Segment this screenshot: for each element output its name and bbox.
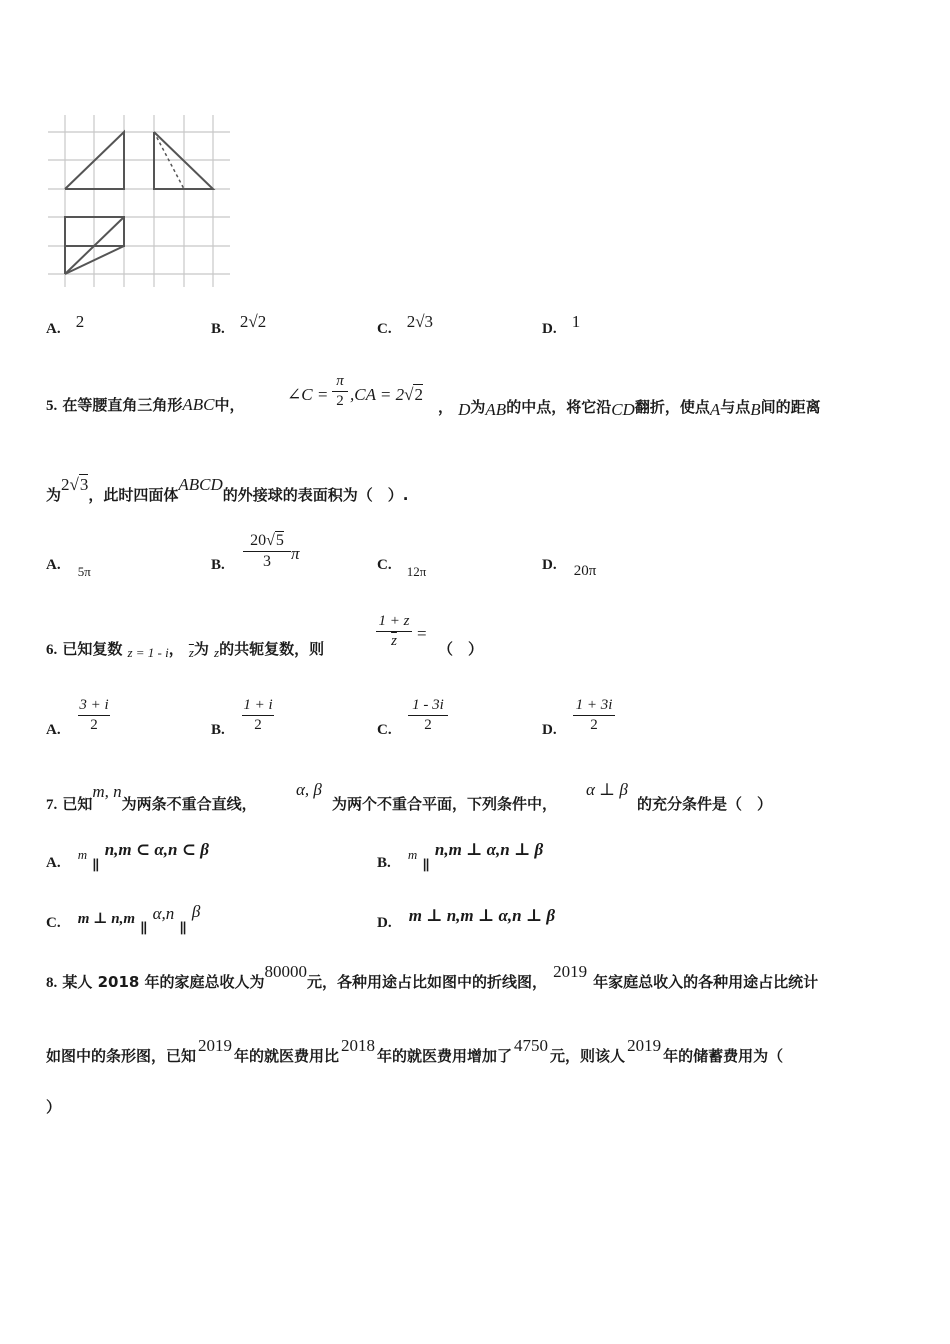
option-tail: π [291, 544, 300, 563]
parallel-symbol: ∥ [92, 859, 100, 874]
question-number: 6. [46, 642, 58, 658]
question-text: 年家庭总收入的各种用途占比统计 [593, 973, 819, 991]
option-value: 5π [77, 564, 91, 579]
option-value: 12π [406, 564, 427, 579]
question-text: 已知复数 [62, 640, 123, 658]
option-label: C. [377, 557, 392, 573]
num-coef: 20 [250, 532, 267, 549]
question-text: 为 [193, 640, 209, 658]
option-label: A. [46, 557, 61, 573]
option-value: 2√3 [406, 312, 434, 331]
math-d: D [458, 400, 471, 419]
value-income: 80000 [264, 962, 308, 981]
q6-option-c-fraction [408, 697, 448, 734]
option-label: A. [46, 855, 61, 871]
math-alpha-n: α,n [152, 904, 175, 923]
q6-option-b[interactable]: B. [211, 722, 225, 738]
math-b: B [750, 400, 761, 419]
math-equals: = [417, 624, 427, 643]
math-cd: CD [611, 400, 635, 419]
q7-option-c[interactable] [46, 902, 201, 937]
question-5-line-1 [46, 394, 244, 415]
q6-option-a-fraction [78, 697, 110, 734]
value-year: 2019 [553, 962, 588, 981]
q5-option-b[interactable] [211, 554, 225, 574]
option-value: 2 [75, 312, 85, 331]
question-text: 的外接球的表面积为（ ）. [222, 486, 409, 504]
fraction-bar [408, 715, 448, 716]
question-text: 的充分条件是（ ） [637, 795, 773, 813]
math-beta: β [191, 902, 201, 921]
math-ca: ,CA = 2√2 [350, 385, 423, 404]
question-8-line-1 [46, 962, 819, 992]
question-text: ， [438, 398, 454, 416]
math-abc: ABC [182, 395, 215, 414]
value-increase: 4750 [514, 1036, 549, 1055]
option-label: B. [211, 557, 225, 573]
radicand: 2 [414, 385, 423, 404]
math-z-eq: z = 1 - i [127, 645, 169, 660]
q7-option-d[interactable] [377, 906, 556, 932]
question-text: 元，则该人 [550, 1047, 626, 1065]
denominator: 2 [336, 393, 344, 409]
value-year: 2019 [627, 1036, 662, 1055]
question-text: 为两条不重合直线， [121, 795, 257, 813]
denominator: 3 [263, 553, 271, 570]
question-7 [46, 782, 257, 814]
parallel-symbol: ∥ [179, 922, 187, 937]
option-label: A. [46, 321, 61, 337]
question-text: 与点 [720, 398, 751, 416]
fraction-bar [78, 715, 110, 716]
question-text: 某人 2018 年的家庭总收人为 [62, 973, 265, 991]
math-a: A [709, 400, 721, 419]
question-5-line-2: 为2√3，此时四面体ABCD的外接球的表面积为（ ）. [46, 475, 409, 504]
parallel-symbol: ∥ [422, 859, 430, 874]
q6-option-c[interactable]: C. [377, 722, 392, 738]
fraction-bar [242, 715, 274, 716]
fraction-bar [243, 551, 291, 552]
q4-option-a[interactable] [46, 312, 85, 338]
math-condition: m ⊥ n,m [77, 911, 136, 927]
value-year: 2018 [341, 1036, 376, 1055]
q6-option-b-fraction [242, 697, 274, 734]
q7-option-b[interactable] [377, 840, 544, 874]
question-8-line-2 [46, 1036, 784, 1066]
option-value: 2√2 [239, 312, 267, 331]
denominator: 2 [254, 717, 262, 733]
math-abcd: ABCD [178, 475, 223, 494]
q4-option-d[interactable] [542, 312, 581, 338]
math-m: m [77, 847, 88, 862]
option-label: D. [377, 915, 392, 931]
math-alpha-perp-beta: α ⊥ β [586, 780, 628, 799]
question-text: 在等腰直角三角形 [62, 396, 183, 414]
denominator: 2 [424, 717, 432, 733]
question-text: 为两个不重合平面，下列条件中， [332, 795, 558, 813]
question-text: （ ） [438, 640, 484, 658]
option-label: C. [46, 915, 61, 931]
question-text: 年的储蓄费用为（ [663, 1047, 784, 1065]
numerator: 1 + z [378, 613, 410, 629]
math-m: m [407, 847, 418, 862]
option-value: 1 [571, 312, 581, 331]
math-ab: AB [485, 400, 507, 419]
question-text: 年的就医费用比 [234, 1047, 340, 1065]
question-text: 如图中的条形图，已知 [46, 1047, 197, 1065]
question-text: 的中点，将它沿 [506, 398, 612, 416]
question-text: 为 [46, 486, 62, 504]
option-label: B. [211, 321, 225, 337]
numerator: 20√5 [250, 532, 284, 549]
math-condition: m ⊥ n,m ⊥ α,n ⊥ β [408, 906, 556, 925]
math-alpha-beta: α, β [296, 780, 322, 799]
math-condition: n,m ⊂ α,n ⊂ β [104, 840, 209, 859]
question-text: 已知 [62, 795, 93, 813]
parallel-symbol: ∥ [140, 922, 148, 937]
math-condition: n,m ⊥ α,n ⊥ β [434, 840, 544, 859]
math-zbar: $\overline{z}$ [188, 645, 194, 660]
question-text: 中， [214, 396, 245, 414]
math-coef: 2 [61, 475, 70, 494]
fraction-bar [573, 715, 615, 716]
numerator: 1 - 3i [412, 697, 444, 713]
numerator: 1 + 3i [575, 697, 613, 713]
question-number: 5. [46, 398, 58, 414]
numerator: π [336, 373, 344, 389]
q7-option-a[interactable] [46, 840, 209, 874]
option-label: D. [542, 557, 557, 573]
q6-option-d[interactable]: D. [542, 722, 557, 738]
question-text: 年的就医费用增加了 [377, 1047, 513, 1065]
question-number: 7. [46, 797, 58, 813]
q4-option-c[interactable] [377, 312, 434, 338]
option-value: 20π [573, 563, 597, 579]
q5-option-b-fraction [243, 532, 291, 571]
question-5-line-1b [438, 396, 821, 417]
question-text: 元，各种用途占比如图中的折线图， [307, 973, 548, 991]
q6-fraction [376, 613, 412, 650]
q4-option-b[interactable] [211, 312, 267, 338]
denominator: 2 [90, 717, 98, 733]
denominator: z [391, 633, 397, 649]
q6-option-a[interactable]: A. [46, 722, 61, 738]
option-label: B. [377, 855, 391, 871]
q6-option-d-fraction [573, 697, 615, 734]
math-angle-c: ∠C = [287, 385, 329, 404]
question-text: 间的距离 [760, 398, 821, 416]
math-pi-over-2 [332, 373, 348, 410]
question-text: ） [46, 1098, 62, 1116]
question-text: ，此时四面体 [88, 486, 179, 504]
radicand: 5 [275, 532, 284, 549]
option-label: D. [542, 321, 557, 337]
fraction-bar [332, 391, 348, 392]
denominator: 2 [590, 717, 598, 733]
value-year: 2019 [198, 1036, 233, 1055]
three-view-figure [48, 115, 230, 287]
q5-option-d[interactable] [542, 554, 597, 579]
numerator: 1 + i [243, 697, 273, 713]
numerator: 3 + i [79, 697, 109, 713]
question-text: 的共轭复数，则 [219, 640, 325, 658]
option-label: C. [377, 321, 392, 337]
question-6 [46, 638, 324, 659]
question-text: 为 [470, 398, 486, 416]
math-mn: m, n [92, 782, 122, 801]
question-text: 翻折，使点 [634, 398, 710, 416]
math-ca-text: ,CA = 2 [350, 385, 405, 404]
question-number: 8. [46, 975, 58, 991]
radicand: 3 [79, 475, 89, 494]
math-z: z [214, 645, 220, 660]
fraction-bar [376, 631, 412, 632]
question-text: ， [168, 640, 184, 658]
